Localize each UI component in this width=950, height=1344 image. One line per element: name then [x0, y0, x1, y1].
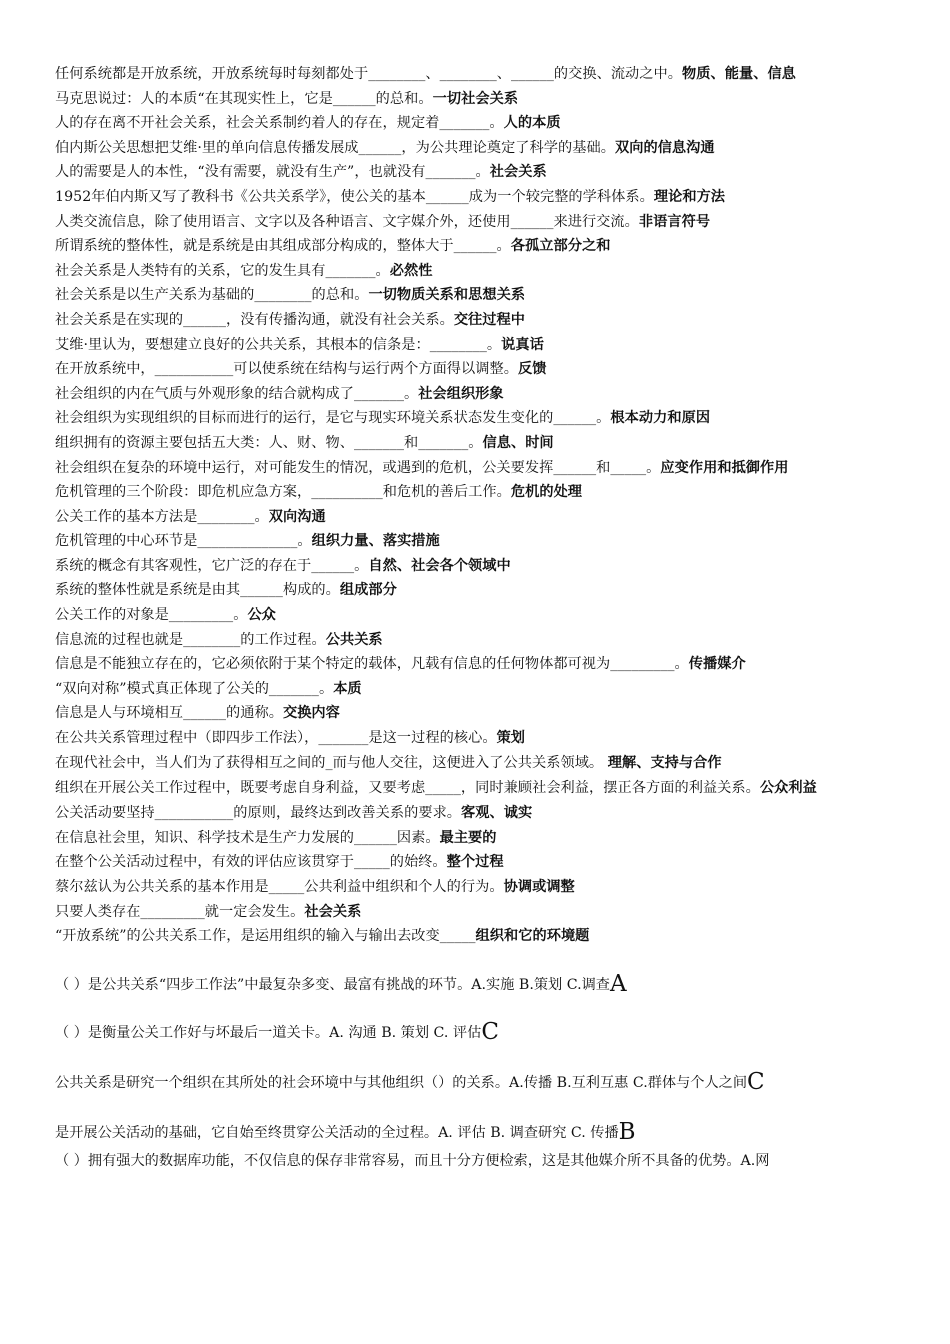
- question-line-6: [55, 185, 900, 210]
- question-line-7: [55, 210, 900, 235]
- question-text: 系统的概念有其客观性，它广泛的存在于______。: [55, 557, 369, 574]
- answer-text: 公共关系: [325, 631, 383, 648]
- question-text: 社会组织在复杂的环境中运行，对可能发生的情况，或遇到的危机，公关要发挥______和_____。: [55, 459, 661, 476]
- question-line-27: [55, 701, 900, 726]
- question-text: 在公共关系管理过程中（即四步工作法），_______是这一过程的核心。: [55, 730, 497, 747]
- question-line-12: [55, 333, 900, 358]
- question-line-31: [55, 801, 900, 826]
- question-line-10: [55, 283, 900, 308]
- answer-text: 应变作用和抵御作用: [660, 459, 789, 476]
- answer-text: 组织力量、落实措施: [311, 533, 440, 550]
- question-text: 信息是不能独立存在的，它必须依附于某个特定的载体，凡载有信息的任何物体都可视为_________。: [55, 656, 689, 673]
- choice-answer: B: [618, 1118, 636, 1145]
- question-text: 社会关系是以生产关系为基础的________的总和。: [55, 287, 369, 304]
- question-line-11: [55, 308, 900, 333]
- question-line-3: [55, 111, 900, 136]
- question-text: 人的存在离不开社会关系，社会关系制约着人的存在，规定着_______。: [55, 115, 504, 132]
- question-text: 在整个公关活动过程中，有效的评估应该贯穿于_____的始终。: [55, 854, 447, 871]
- question-text: 危机管理的三个阶段：即危机应急方案，__________和危机的善后工作。: [55, 484, 511, 501]
- question-line-30: [55, 777, 900, 799]
- document-body: [55, 62, 900, 1172]
- question-line-21: [55, 554, 900, 579]
- answer-text: 必然性: [389, 262, 433, 279]
- question-text: 公关工作的对象是_________。: [55, 607, 248, 624]
- question-line-15: [55, 406, 900, 431]
- question-line-29: [55, 751, 900, 776]
- question-line-35: [55, 900, 900, 925]
- question-text: 系统的整体性就是系统是由其______构成的。: [55, 582, 340, 599]
- question-line-4: [55, 136, 900, 161]
- question-line-33: [55, 850, 900, 875]
- answer-text: 交往过程中: [453, 311, 526, 328]
- question-line-2: [55, 87, 900, 112]
- answer-text: 非语言符号: [638, 213, 711, 230]
- question-text: 在信息社会里，知识、科学技术是生产力发展的______因素。: [55, 829, 440, 846]
- choice-question-1: [55, 972, 900, 996]
- answer-text: 社会关系: [304, 903, 362, 920]
- question-text: 在开放系统中，___________可以使系统在结构与运行两个方面得以调整。: [55, 361, 518, 378]
- choice-question-4: [55, 1120, 900, 1144]
- question-line-1: [55, 62, 900, 87]
- question-text: 公关活动要坚持___________的原则，最终达到改善关系的要求。: [55, 805, 462, 822]
- answer-text: 各孤立部分之和: [510, 238, 611, 255]
- answer-text: 最主要的: [439, 829, 497, 846]
- choice-answer: C: [481, 1018, 499, 1045]
- question-text: 1952年伯内斯又写了教科书《公共关系学》，使公关的基本______成为一个较完整的学科体系。: [55, 188, 654, 205]
- question-text: 人的需要是人的本性，“没有需要，就没有生产”，也就没有_______。: [55, 164, 490, 181]
- question-line-16: [55, 431, 900, 456]
- question-text: 马克思说过：人的本质“在其现实性上，它是______的总和。: [55, 90, 433, 107]
- question-text: 组织拥有的资源主要包括五大类：人、财、物、_______和_______。: [55, 434, 483, 451]
- answer-text: 物质、能量、信息: [682, 66, 796, 82]
- answer-text: 组织和它的环境题: [475, 928, 590, 945]
- answer-text: 说真话: [501, 336, 544, 353]
- choice-question-text: （ ）拥有强大的数据库功能，不仅信息的保存非常容易，而且十分方便检索，这是其他媒介所不具备的优势。A.网: [55, 1152, 770, 1169]
- question-line-26: [55, 677, 900, 702]
- question-text: 社会组织为实现组织的目标而进行的运行，是它与现实环境关系状态发生变化的______。: [55, 410, 611, 427]
- choice-question-3: [55, 1070, 900, 1094]
- answer-text: 公众利益: [759, 780, 817, 797]
- question-line-32: [55, 826, 900, 851]
- choice-question-2: [55, 1020, 900, 1044]
- question-line-5: [55, 160, 900, 185]
- question-text: 艾维·里认为，要想建立良好的公共关系，其根本的信条是：________。: [55, 336, 502, 353]
- answer-text: 自然、社会各个领域中: [368, 557, 511, 574]
- answer-text: 一切社会关系: [432, 90, 519, 107]
- answer-text: 交换内容: [282, 705, 340, 722]
- answer-text: 理解、支持与合作: [607, 754, 722, 771]
- question-text: 社会关系是人类特有的关系，它的发生具有_______。: [55, 262, 390, 279]
- answer-text: 信息、时间: [482, 434, 554, 451]
- answer-text: 社会关系: [489, 164, 547, 181]
- answer-text: 社会组织形象: [418, 385, 504, 402]
- question-line-34: [55, 875, 900, 900]
- question-line-24: [55, 628, 900, 653]
- question-line-17: [55, 456, 900, 481]
- question-text: 社会关系是在实现的______，没有传播沟通，就没有社会关系。: [55, 311, 454, 328]
- answer-text: 整个过程: [446, 854, 504, 871]
- answer-text: 一切物质关系和思想关系: [368, 287, 526, 304]
- answer-text: 理论和方法: [653, 188, 726, 205]
- question-text: 蔡尔兹认为公共关系的基本作用是_____公共利益中组织和个人的行为。: [55, 879, 504, 895]
- question-line-23: [55, 603, 900, 628]
- question-text: 组织在开展公关工作过程中，既要考虑自身利益，又要考虑_____，同时兼顾社会利益，摆正各方面的利益关系。: [55, 780, 760, 797]
- answer-text: 双向的信息沟通: [614, 139, 715, 156]
- question-line-8: [55, 234, 900, 259]
- answer-text: 公众: [247, 607, 276, 624]
- question-text: 信息流的过程也就是________的工作过程。: [55, 631, 326, 648]
- question-text: 信息是人与环境相互______的通称。: [55, 705, 283, 722]
- question-text: 伯内斯公关思想把艾维·里的单向信息传播发展成______，为公共理论奠定了科学的基础。: [55, 139, 615, 156]
- question-text: 任何系统都是开放系统，开放系统每时每刻都处于________、________、______的交换、流动之中。: [55, 66, 683, 82]
- answer-text: 根本动力和原因: [610, 410, 711, 427]
- answer-text: 协调或调整: [503, 879, 575, 895]
- question-text: 危机管理的中心环节是______________。: [55, 533, 312, 550]
- answer-text: 反馈: [518, 361, 547, 378]
- choice-answer: C: [747, 1068, 765, 1095]
- question-line-19: [55, 505, 900, 530]
- answer-text: 策划: [496, 730, 526, 747]
- choice-question-text: 公共关系是研究一个组织在其所处的社会环境中与其他组织（）的关系。A.传播 B.互利互惠 C.群体与个人之间: [55, 1074, 748, 1091]
- question-line-20: [55, 529, 900, 554]
- choice-question-text: （ ）是公共关系“四步工作法”中最复杂多变、最富有挑战的环节。A.实施 B.策划 C.调查: [55, 976, 610, 993]
- choice-question-5: [55, 1148, 900, 1172]
- question-line-9: [55, 259, 900, 284]
- answer-text: 双向沟通: [268, 508, 326, 525]
- answer-text: 危机的处理: [510, 484, 583, 501]
- question-text: 所谓系统的整体性，就是系统是由其组成部分构成的，整体大于______。: [55, 238, 511, 255]
- question-text: “双向对称”模式真正体现了公关的_______。: [55, 680, 334, 697]
- choice-question-text: 是开展公关活动的基础，它自始至终贯穿公关活动的全过程。A. 评估 B. 调查研究 C. 传播: [55, 1124, 619, 1141]
- answer-text: 组成部分: [339, 582, 397, 599]
- question-line-22: [55, 578, 900, 603]
- answer-text: 客观、诚实: [461, 805, 533, 822]
- question-text: 只要人类存在_________就一定会发生。: [55, 903, 305, 920]
- question-line-18: [55, 480, 900, 505]
- choice-question-text: （ ）是衡量公关工作好与坏最后一道关卡。A. 沟通 B. 策划 C. 评估: [55, 1024, 482, 1041]
- question-text: 公关工作的基本方法是________。: [55, 508, 269, 525]
- question-line-36: [55, 924, 900, 949]
- question-text: “开放系统”的公共关系工作，是运用组织的输入与输出去改变_____: [55, 928, 476, 945]
- question-text: 社会组织的内在气质与外观形象的结合就构成了_______。: [55, 385, 419, 402]
- question-text: 人类交流信息，除了使用语言、文字以及各种语言、文字媒介外，还使用______来进行交流。: [55, 213, 639, 230]
- question-line-28: [55, 726, 900, 751]
- question-line-14: [55, 382, 900, 407]
- answer-text: 人的本质: [503, 115, 561, 132]
- question-text: 在现代社会中，当人们为了获得相互之间的_而与他人交往，这便进入了公共关系领域。: [55, 754, 608, 771]
- answer-text: 传播媒介: [688, 656, 746, 673]
- answer-text: 本质: [333, 680, 362, 697]
- question-line-13: [55, 357, 900, 382]
- question-line-25: [55, 652, 900, 677]
- choice-answer: A: [609, 970, 627, 997]
